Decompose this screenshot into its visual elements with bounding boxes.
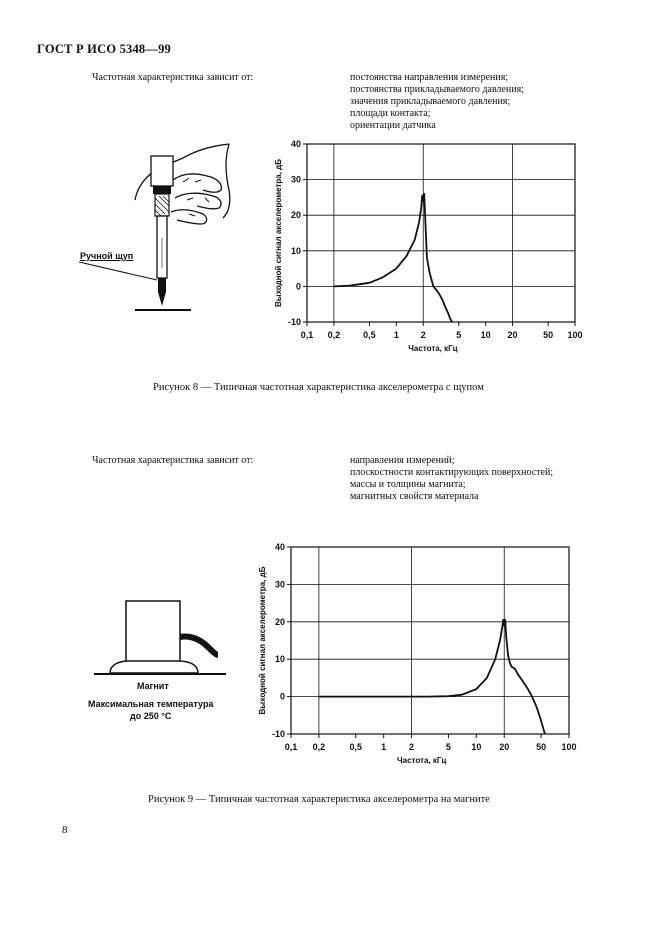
magnet-label: Магнит bbox=[137, 681, 169, 691]
y-tick-label: 30 bbox=[274, 579, 285, 590]
section2-list bbox=[350, 455, 553, 503]
section1-lead: Частотная характеристика зависит от: bbox=[92, 72, 254, 83]
probe-label: Ручной щуп bbox=[80, 251, 134, 261]
y-tick-label: 40 bbox=[290, 139, 301, 149]
x-tick-label: 5 bbox=[445, 742, 451, 752]
y-tick-label: 10 bbox=[290, 245, 301, 256]
list-item: значения прикладываемого давления; bbox=[350, 96, 511, 107]
x-tick-label: 1 bbox=[393, 330, 399, 340]
x-tick-label: 50 bbox=[543, 330, 554, 340]
figure8-caption: Рисунок 8 — Типичная частотная характеристика акселерометра с щупом bbox=[153, 382, 484, 393]
section2-lead: Частотная характеристика зависит от: bbox=[92, 455, 254, 466]
page-number: 8 bbox=[62, 824, 68, 836]
x-tick-label: 0,1 bbox=[300, 330, 314, 340]
y-tick-label: 10 bbox=[274, 654, 285, 665]
list-item: массы и толщины магнита; bbox=[350, 479, 466, 490]
list-item: постоянства направления измерения; bbox=[350, 72, 509, 83]
plot-frame bbox=[307, 144, 575, 322]
y-tick-label: 30 bbox=[290, 174, 301, 185]
y-tick-label: 40 bbox=[274, 542, 285, 552]
probe-illustration bbox=[125, 138, 235, 318]
y-tick-label: 20 bbox=[274, 616, 285, 627]
y-tick-label: 0 bbox=[295, 281, 301, 292]
x-tick-label: 100 bbox=[567, 330, 583, 340]
list-item: магнитных свойств материала bbox=[350, 491, 479, 502]
temperature-label-2: до 250 °С bbox=[130, 711, 172, 721]
x-tick-label: 0,1 bbox=[284, 742, 298, 752]
y-tick-label: 0 bbox=[279, 691, 285, 702]
list-item: плоскостности контактирующих поверхностей; bbox=[350, 467, 554, 478]
y-axis-label: Выходной сигнал акселерометра, дБ bbox=[258, 566, 267, 715]
y-tick-label: -10 bbox=[287, 317, 301, 327]
x-tick-label: 10 bbox=[480, 330, 491, 340]
x-tick-label: 10 bbox=[471, 742, 482, 752]
x-axis-label: Частота, кГц bbox=[397, 756, 447, 765]
x-tick-label: 50 bbox=[536, 742, 547, 752]
list-item: направления измерений; bbox=[350, 455, 455, 466]
temperature-label-1: Максимальная температура bbox=[88, 699, 214, 709]
x-tick-label: 0,5 bbox=[349, 742, 363, 752]
x-tick-label: 20 bbox=[499, 742, 510, 752]
x-tick-label: 0,5 bbox=[363, 330, 376, 340]
plot-frame bbox=[291, 547, 569, 734]
figure9-caption: Рисунок 9 — Типичная частотная характеристика акселерометра на магните bbox=[148, 794, 490, 805]
x-tick-label: 20 bbox=[507, 330, 518, 340]
x-tick-label: 0,2 bbox=[327, 330, 341, 340]
y-tick-label: -10 bbox=[271, 729, 285, 739]
x-tick-label: 100 bbox=[561, 742, 577, 752]
frequency-chart-magnet bbox=[245, 537, 590, 767]
y-tick-label: 20 bbox=[290, 210, 301, 221]
magnet-illustration bbox=[90, 595, 230, 680]
y-axis-label: Выходной сигнал акселерометра, дБ bbox=[274, 159, 283, 307]
x-tick-label: 1 bbox=[381, 742, 387, 752]
document-header: ГОСТ Р ИСО 5348—99 bbox=[37, 42, 171, 56]
list-item: площади контакта; bbox=[350, 108, 431, 119]
x-tick-label: 2 bbox=[409, 742, 415, 752]
x-tick-label: 2 bbox=[420, 330, 426, 340]
section1-list bbox=[350, 72, 524, 132]
list-item: постоянства прикладываемого давления; bbox=[350, 84, 524, 95]
x-axis-label: Частота, кГц bbox=[408, 344, 458, 353]
x-tick-label: 0,2 bbox=[312, 742, 326, 752]
frequency-chart-probe bbox=[260, 134, 590, 364]
x-tick-label: 5 bbox=[456, 330, 462, 340]
list-item: ориентации датчика bbox=[350, 120, 436, 131]
